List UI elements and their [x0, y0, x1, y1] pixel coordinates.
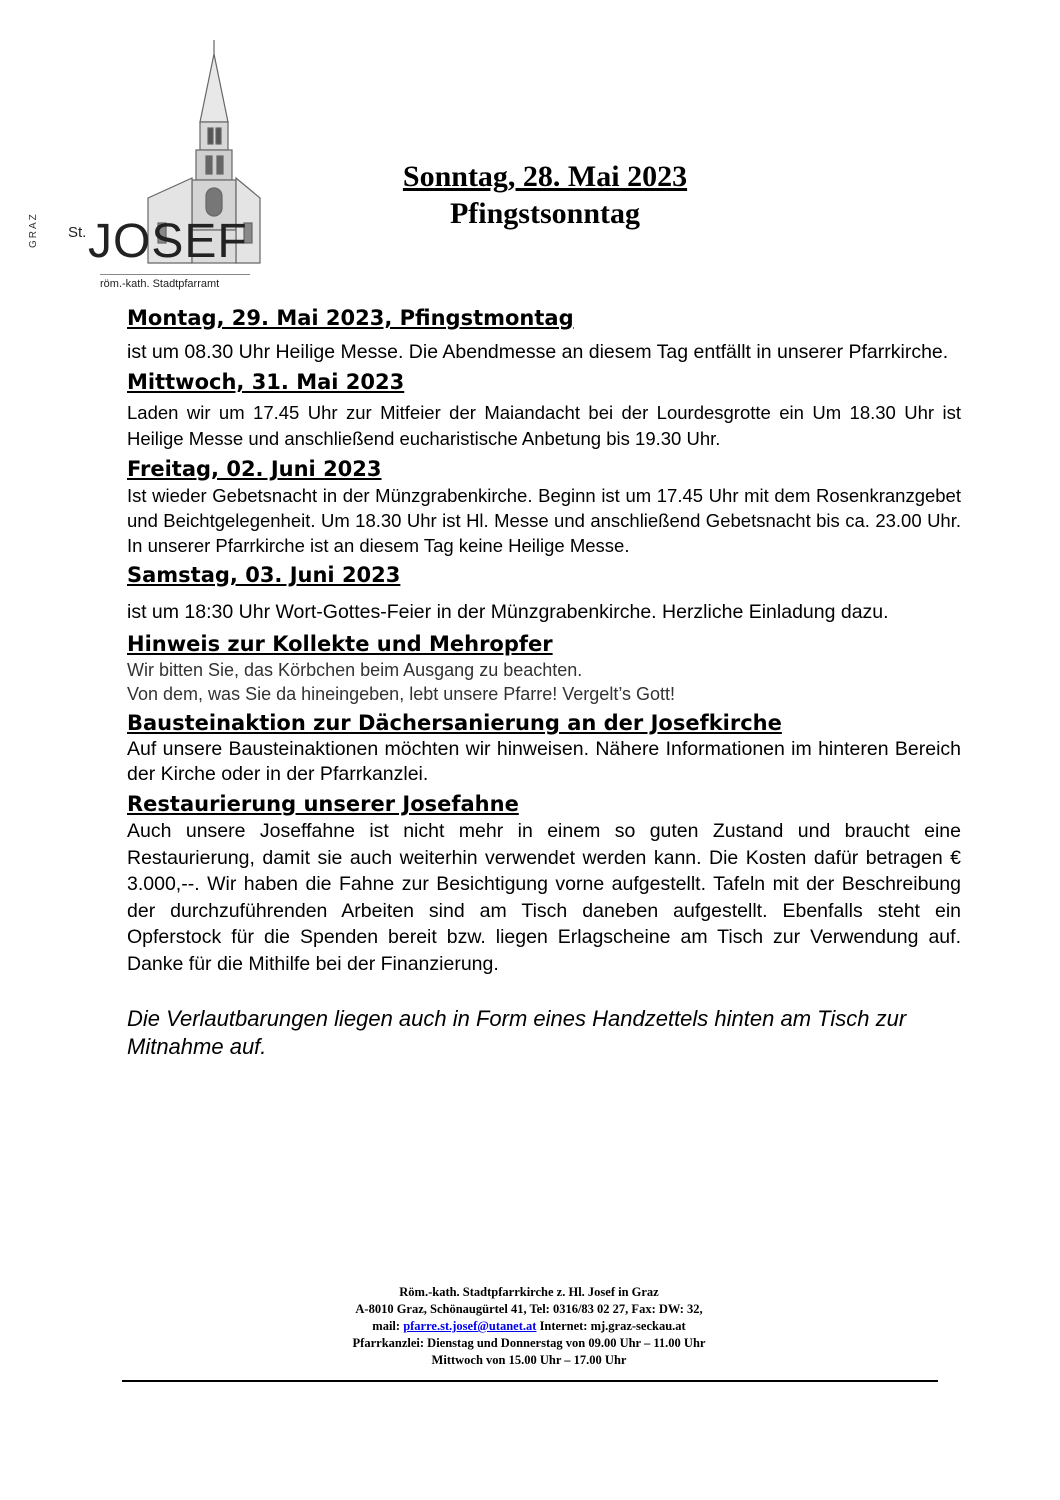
- handout-note: Die Verlautbarungen liegen auch in Form eines Handzettels hinten am Tisch zur Mitnahme auf.: [127, 1006, 907, 1059]
- footer-address: A-8010 Graz, Schönaugürtel 41, Tel: 0316/83 02 27, Fax: DW: 32,: [355, 1302, 703, 1316]
- footer-church-name: Röm.-kath. Stadtpfarrkirche z. Hl. Josef in Graz: [399, 1285, 659, 1299]
- section-restoration: [127, 790, 961, 977]
- logo-divider: [100, 274, 250, 275]
- section-title: Restaurierung unserer Josefahne: [127, 792, 519, 816]
- logo-name: JOSEF: [88, 215, 248, 268]
- footer-contact: [120, 1318, 938, 1335]
- header-date: Sonntag, 28. Mai 2023: [402, 160, 688, 193]
- section-body-line1: Wir bitten Sie, das Körbchen beim Ausgang zu beachten.: [127, 660, 583, 680]
- section-body-line2: Von dem, was Sie da hineingeben, lebt unsere Pfarre! Vergelt’s Gott!: [127, 684, 676, 704]
- section-body: ist um 08.30 Uhr Heilige Messe. Die Abendmesse an diesem Tag entfällt in unserer Pfarrkirche.: [127, 341, 949, 363]
- section-body: Ist wieder Gebetsnacht in der Münzgrabenkirche. Beginn ist um 17.45 Uhr mit dem Rosenkranzgebet und Beichtgelegenheit. Um 18.30 Uhr ist Hl. Messe und anschließend Gebetsnacht bis ca. 23.00 Uhr. In unserer Pfarrkirche ist an diesem Tag keine Heilige Messe.: [127, 485, 961, 556]
- section-body: Auch unsere Joseffahne ist nicht mehr in einem so guten Zustand und braucht eine Restaurierung, damit sie auch weiterhin verwendet werden kann. Die Kosten dafür betragen € 3.000,--. Wir haben die Fahne zur Besichtigung vorne aufgestellt. Tafeln mit der Beschreibung der durchzuführenden Arbeiten sind am Tisch daneben aufgestellt. Ebenfalls steht ein Opferstock für die Spenden bereit bzw. liegen Erlagscheine am Tisch zur Verwendung auf. Danke für die Mithilfe bei der Finanzierung.: [127, 820, 961, 975]
- section-body: Auf unsere Bausteinaktionen möchten wir hinweisen. Nähere Informationen im hinteren Bereich der Kirche oder in der Pfarrkanzlei.: [127, 738, 961, 785]
- section-title: Hinweis zur Kollekte und Mehropfer: [127, 632, 553, 656]
- section-title: Bausteinaktion zur Dächersanierung an der Josefkirche: [127, 711, 782, 735]
- section-title: Freitag, 02. Juni 2023: [127, 457, 382, 481]
- section-monday: [127, 304, 961, 365]
- footer-internet: Internet: mj.graz-seckau.at: [539, 1319, 686, 1333]
- footer-rule: [122, 1380, 938, 1382]
- email-link[interactable]: pfarre.st.josef@utanet.at: [403, 1319, 537, 1333]
- section-title: Montag, 29. Mai 2023, Pfingstmontag: [127, 306, 574, 330]
- section-building-blocks: [127, 709, 961, 787]
- footer-mail-label: mail:: [372, 1319, 401, 1333]
- section-body: ist um 18:30 Uhr Wort-Gottes-Feier in der Münzgrabenkirche. Herzliche Einladung dazu.: [127, 601, 889, 623]
- logo-subtitle: röm.-kath. Stadtpfarramt: [100, 278, 220, 290]
- section-title: Mittwoch, 31. Mai 2023: [127, 370, 405, 394]
- section-title: Samstag, 03. Juni 2023: [127, 563, 401, 587]
- logo-graz-text: GRAZ: [28, 212, 39, 248]
- section-friday: [127, 455, 961, 558]
- footer-office-hours: Pfarrkanzlei: Dienstag und Donnerstag von 09.00 Uhr – 11.00 Uhr: [352, 1336, 706, 1350]
- footer-office-hours-wed: Mittwoch von 15.00 Uhr – 17.00 Uhr: [431, 1353, 627, 1367]
- section-wednesday: [127, 368, 961, 452]
- section-collection: [127, 630, 961, 706]
- logo-st-text: St.: [68, 224, 87, 241]
- section-saturday: [127, 561, 961, 627]
- footer: [120, 1284, 938, 1369]
- announcements: [127, 304, 961, 1083]
- header-subtitle: Pfingstsonntag: [449, 197, 641, 230]
- section-body: Laden wir um 17.45 Uhr zur Mitfeier der Maiandacht bei der Lourdesgrotte ein Um 18.30 Uhr ist Heilige Messe und anschließend eucharistische Anbetung bis 19.30 Uhr.: [127, 402, 961, 449]
